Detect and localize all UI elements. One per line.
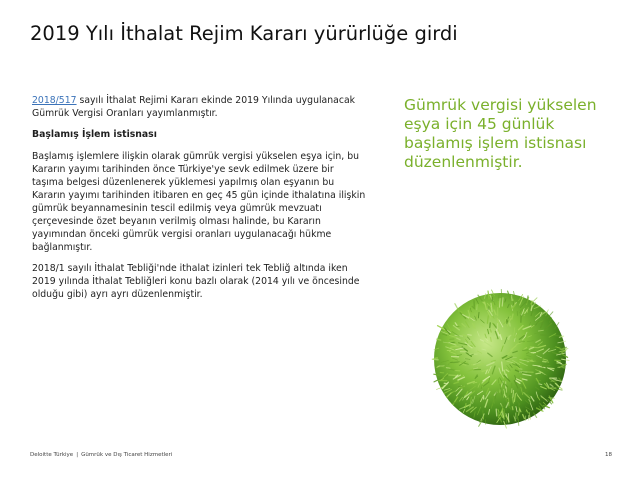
left-text-column: [32, 94, 368, 309]
regulation-link[interactable]: 2018/517: [32, 95, 77, 106]
callout-text: Gümrük vergisi yükselen eşya için 45 günlük başlamış işlem istisnası düzenlenmiştir.: [404, 96, 597, 171]
communique-paragraph: 2018/1 sayılı İthalat Tebliği'nde ithalat izinleri tek Tebliğ altında iken 2019 yılında İthalat Tebliğleri konu bazlı olarak (2014 yılı ve öncesinde olduğu gibi) ayrı ayrı düzenlenmiştir.: [32, 263, 360, 300]
footer: [30, 452, 172, 458]
intro-text: sayılı İthalat Rejimi Kararı ekinde 2019 Yılında uygulanacak Gümrük Vergisi Oranları yayımlanmıştır.: [32, 95, 356, 119]
footer-company: Deloitte Türkiye: [30, 452, 74, 458]
page-number: 18: [605, 452, 612, 458]
section-subheading: Başlamış İşlem istisnası: [32, 129, 157, 140]
intro-paragraph: [32, 94, 368, 120]
slide-title: 2019 Yılı İthalat Rejim Kararı yürürlüğe girdi: [30, 22, 458, 45]
footer-separator: |: [76, 452, 79, 458]
footer-department: Gümrük ve Dış Ticaret Hizmetleri: [81, 452, 173, 458]
exception-paragraph: Başlamış işlemlere ilişkin olarak gümrük vergisi yükselen eşya için, bu Kararın yayımı tarihinden önce Türkiye'ye sevk edilmek üzere bir taşıma belgesi düzenlenerek yüklemesi yapılmış olan eşyanın bu Kararın yayımı tarihinden itibaren en geç 45 gün içinde ithalatına ilişkin gümrük beyannamesinin tescil edilmiş veya gümrük mevzuatı çerçevesinde özet beyanın verilmiş olması halinde, bu Kararın yayımından önceki gümrük vergisi oranları uygulanacağı hükme bağlanmıştır.: [32, 151, 366, 253]
grass-globe-icon: [427, 286, 573, 432]
